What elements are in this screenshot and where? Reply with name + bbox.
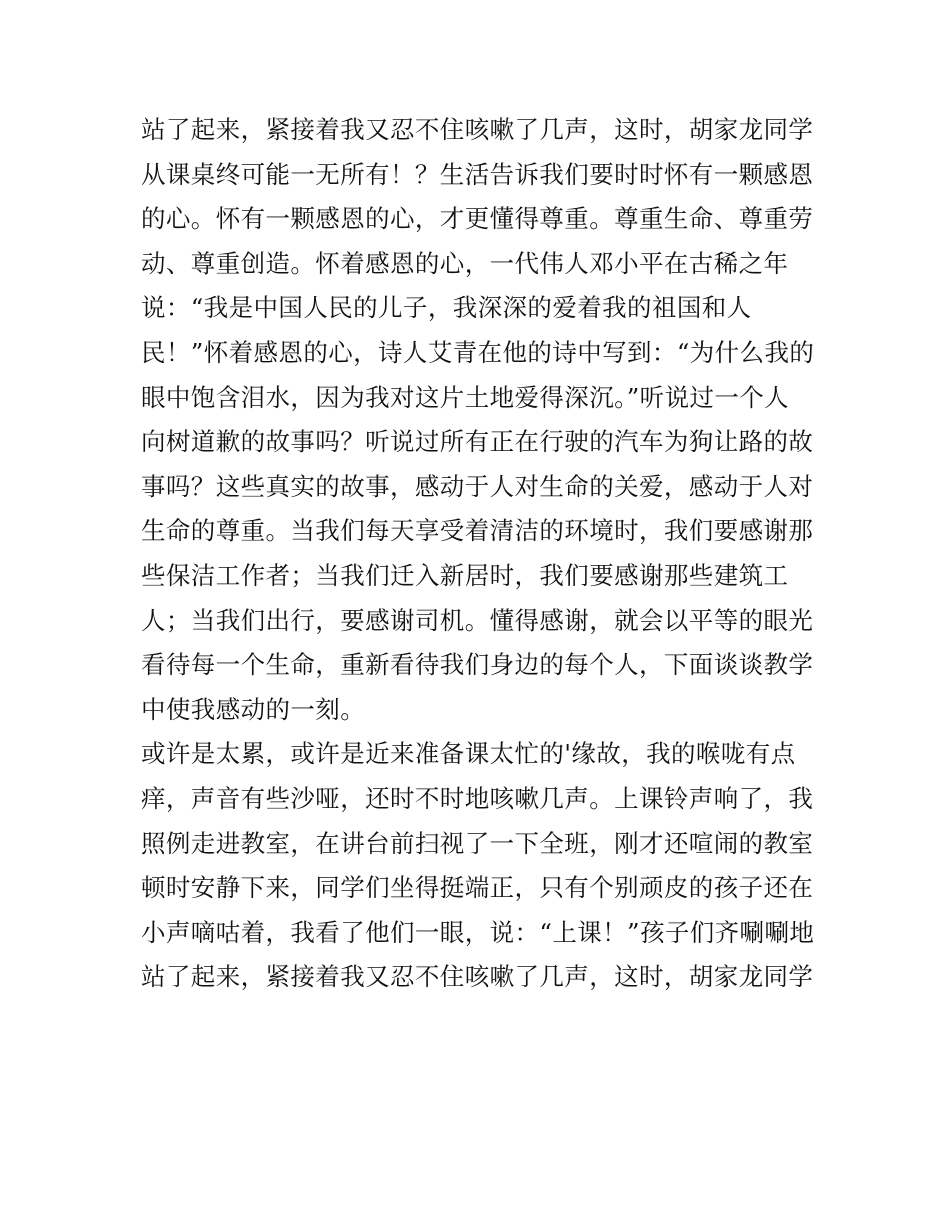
text-line: 的心。怀有一颗感恩的心，才更懂得尊重。尊重生命、尊重劳 [141, 204, 814, 234]
text-line: 站了起来，紧接着我又忍不住咳嗽了几声，这时，胡家龙同学 [141, 962, 814, 992]
text-line: 痒，声音有些沙哑，还时不时地咳嗽几声。上课铃声响了，我 [141, 783, 814, 813]
text-line: 民！”怀着感恩的心，诗人艾青在他的诗中写到：“为什么我的 [141, 337, 815, 367]
text-line: 说：“我是中国人民的儿子，我深深的爱着我的祖国和人 [141, 293, 752, 323]
text-line: 些保洁工作者；当我们迁入新居时，我们要感谢那些建筑工 [141, 560, 789, 590]
text-line: 顿时安静下来，同学们坐得挺端正，只有个别顽皮的孩子还在 [141, 873, 814, 903]
text-line: 或许是太累，或许是近来准备课太忙的'缘故，我的喉咙有点 [141, 739, 796, 769]
text-line: 中使我感动的一刻。 [141, 694, 366, 724]
body-text [141, 108, 821, 1000]
text-line: 事吗？这些真实的故事，感动于人对生命的关爱，感动于人对 [141, 471, 814, 501]
text-line: 照例走进教室，在讲台前扫视了一下全班，刚才还喧闹的教室 [141, 828, 814, 858]
text-line: 动、尊重创造。怀着感恩的心，一代伟人邓小平在古稀之年 [141, 248, 789, 278]
text-line: 小声嘀咕着，我看了他们一眼，说：“上课！”孩子们齐唰唰地 [141, 917, 815, 947]
text-line: 眼中饱含泪水，因为我对这片土地爱得深沉。”听说过一个人 [141, 382, 790, 412]
text-line: 从课桌终可能一无所有！？生活告诉我们要时时怀有一颗感恩 [141, 159, 814, 189]
text-line: 站了起来，紧接着我又忍不住咳嗽了几声，这时，胡家龙同学 [141, 115, 814, 144]
text-line: 向树道歉的故事吗？听说过所有正在行驶的汽车为狗让路的故 [141, 427, 814, 457]
text-line: 人；当我们出行，要感谢司机。懂得感谢，就会以平等的眼光 [141, 605, 814, 635]
text-line: 看待每一个生命，重新看待我们身边的每个人，下面谈谈教学 [141, 650, 814, 680]
text-line: 生命的尊重。当我们每天享受着清洁的环境时，我们要感谢那 [141, 516, 814, 546]
